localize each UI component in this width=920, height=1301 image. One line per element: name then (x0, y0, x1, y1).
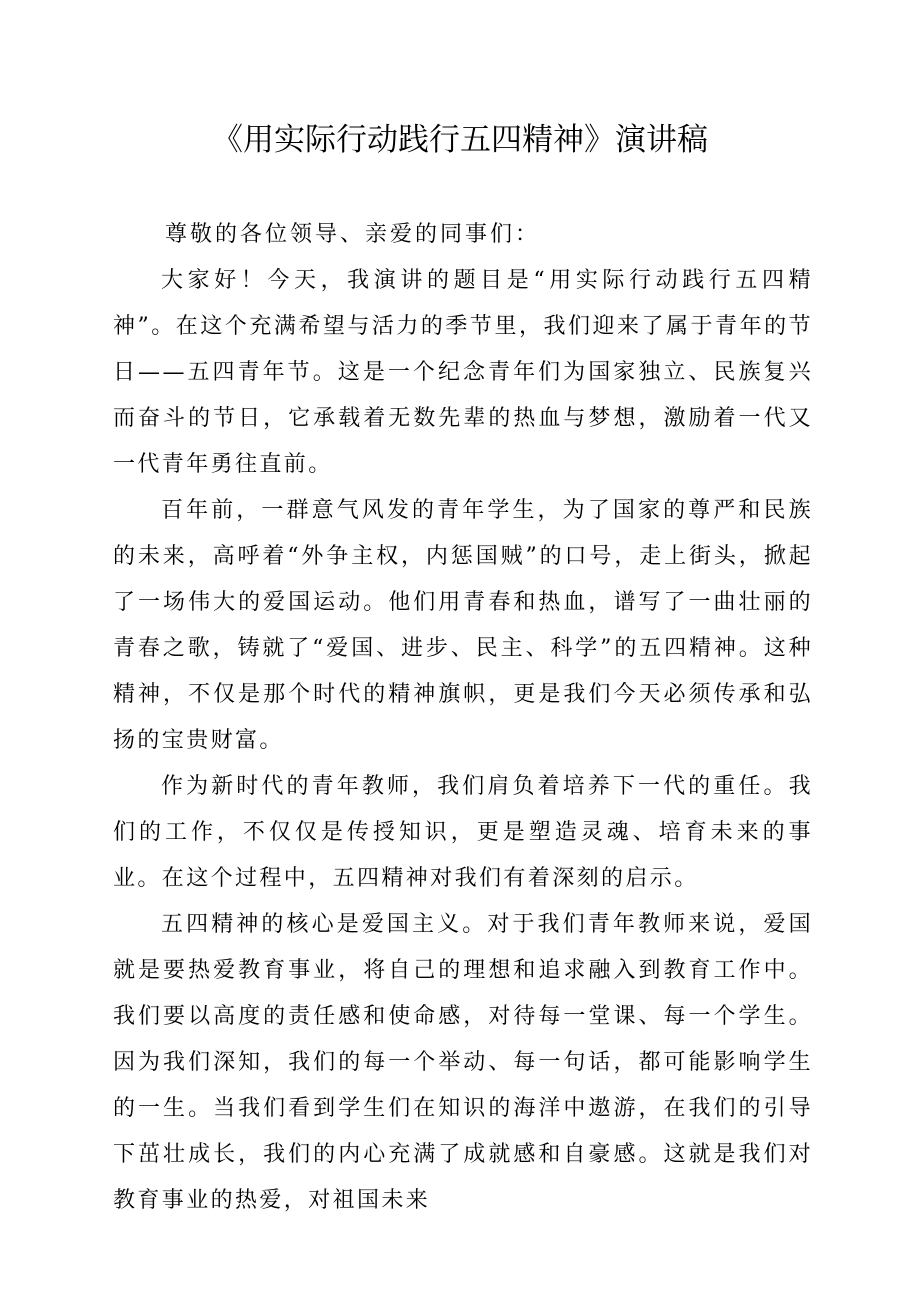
paragraph-greeting: 大家好！今天，我演讲的题目是“用实际行动践行五四精神”。在这个充满希望与活力的季节里，我们迎来了属于青年的节日——五四青年节。这是一个纪念青年们为国家独立、民族复兴而奋斗的节日，它承载着无数先辈的热血与梦想，激励着一代又一代青年勇往直前。 (113, 268, 813, 477)
paragraph-teacher-role: 作为新时代的青年教师，我们肩负着培养下一代的重任。我们的工作，不仅仅是传授知识，更是塑造灵魂、培育未来的事业。在这个过程中，五四精神对我们有着深刻的启示。 (113, 774, 813, 891)
document-title: 《用实际行动践行五四精神》演讲稿 (212, 122, 708, 158)
paragraph-history: 百年前，一群意气风发的青年学生，为了国家的尊严和民族的未来，高呼着“外争主权，内惩国贼”的口号，走上街头，掀起了一场伟大的爱国运动。他们用青春和热血，谱写了一曲壮丽的青春之歌，铸就了“爱国、进步、民主、科学”的五四精神。这种精神，不仅是那个时代的精神旗帜，更是我们今天必须传承和弘扬的宝贵财富。 (113, 498, 813, 753)
paragraph-salutation: 尊敬的各位领导、亲爱的同事们： (165, 222, 541, 247)
document-body (113, 212, 813, 1224)
paragraph-patriotism: 五四精神的核心是爱国主义。对于我们青年教师来说，爱国就是要热爱教育事业，将自己的理想和追求融入到教育工作中。我们要以高度的责任感和使命感，对待每一堂课、每一个学生。因为我们深知，我们的每一个举动、每一句话，都可能影响学生的一生。当我们看到学生们在知识的海洋中遨游，在我们的引导下茁壮成长，我们的内心充满了成就感和自豪感。这就是我们对教育事业的热爱，对祖国未来 (113, 912, 813, 1213)
